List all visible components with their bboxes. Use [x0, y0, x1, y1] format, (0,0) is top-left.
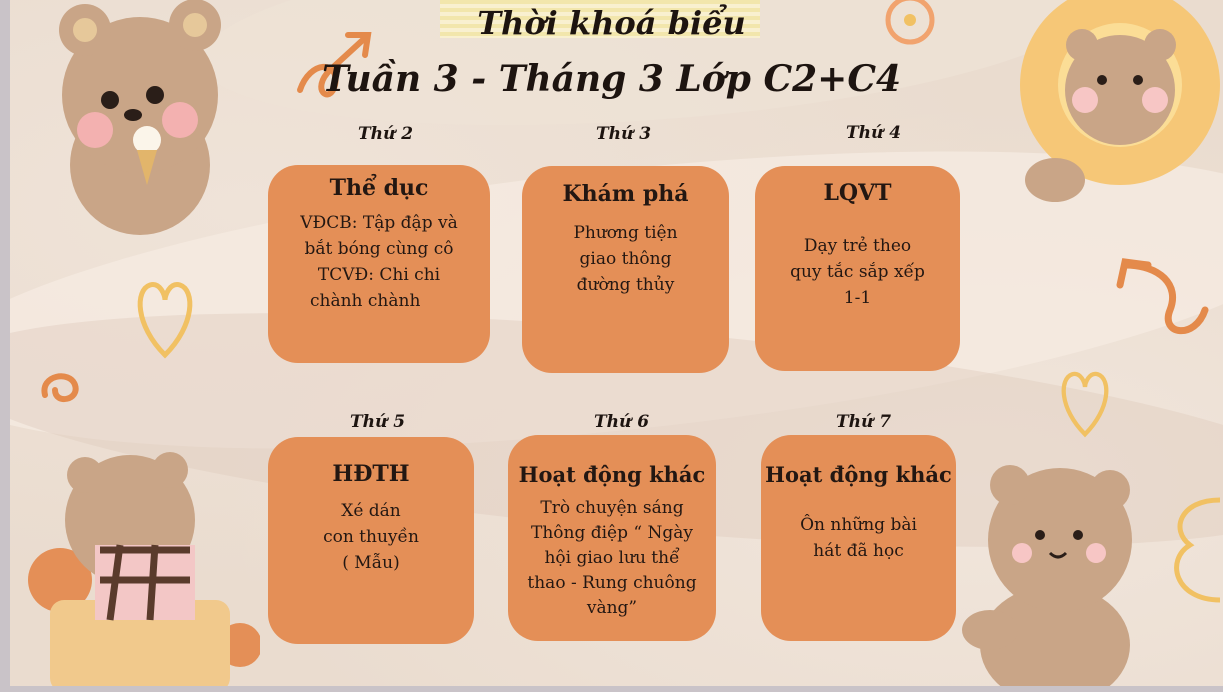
card-line: con thuyền [323, 527, 419, 547]
schedule-card-thu-7 [761, 435, 956, 641]
schedule-card-thu-5 [268, 437, 474, 644]
heart-outline-icon [130, 270, 200, 360]
schedule-card-thu-3 [522, 166, 729, 373]
card-line: ( Mẫu) [342, 553, 400, 573]
card-line: Phương tiện [573, 223, 678, 243]
day-label-thu-6: Thứ 6 [594, 412, 650, 432]
card-subject: Thể dục [329, 175, 429, 201]
bear-waving-icon [960, 455, 1160, 692]
card-line: Xé dán [341, 501, 401, 521]
card-line: chành chành [310, 291, 421, 311]
card-line: vàng” [586, 598, 638, 618]
card-details [522, 220, 729, 298]
cloud-outline-icon [1160, 490, 1223, 630]
card-subject: HĐTH [332, 461, 410, 487]
card-line: hát đã học [813, 541, 904, 561]
card-subject: LQVT [823, 180, 892, 206]
schedule-card-thu-4 [755, 166, 960, 371]
page-subtitle: Tuần 3 - Tháng 3 Lớp C2+C4 [321, 58, 902, 100]
card-line: Trò chuyện sáng [540, 498, 684, 518]
swirl-icon [35, 365, 85, 410]
bear-basket-icon [10, 440, 260, 692]
card-line: Dạy trẻ theo [803, 236, 912, 256]
day-label-thu-4: Thứ 4 [846, 123, 902, 143]
card-line: hội giao lưu thể [544, 548, 680, 568]
window-edge [0, 0, 10, 692]
card-line: Ôn những bài [800, 515, 917, 535]
card-line: bắt bóng cùng cô [304, 239, 454, 259]
card-details [268, 498, 474, 576]
card-line: quy tắc sắp xếp [790, 262, 925, 282]
card-details [268, 210, 490, 314]
card-line: Thông điệp “ Ngày [530, 523, 693, 543]
card-subject: Hoạt động khác [765, 462, 952, 487]
card-details [508, 496, 716, 621]
card-subject: Khám phá [562, 181, 689, 207]
card-line: thao - Rung chuông [527, 573, 697, 593]
day-label-thu-3: Thứ 3 [596, 124, 652, 144]
card-details [755, 233, 960, 311]
page-title: Thời khoá biểu [477, 4, 746, 42]
arrow-squiggle-right-icon [1110, 250, 1220, 350]
day-label-thu-2: Thứ 2 [358, 124, 414, 144]
day-label-thu-7: Thứ 7 [836, 412, 892, 432]
day-label-thu-5: Thứ 5 [350, 412, 406, 432]
card-line: TCVĐ: Chi chi [317, 265, 441, 285]
card-line: giao thông [579, 249, 672, 269]
schedule-card-thu-2 [268, 165, 490, 363]
card-subject: Hoạt động khác [518, 462, 706, 487]
card-line: đường thủy [576, 275, 675, 295]
card-details [761, 512, 956, 564]
window-edge [0, 686, 1223, 692]
card-line: 1-1 [843, 288, 872, 308]
schedule-card-thu-6 [508, 435, 716, 641]
heart-outline-icon [1055, 360, 1115, 440]
card-line: VĐCB: Tập đập và [300, 213, 458, 233]
